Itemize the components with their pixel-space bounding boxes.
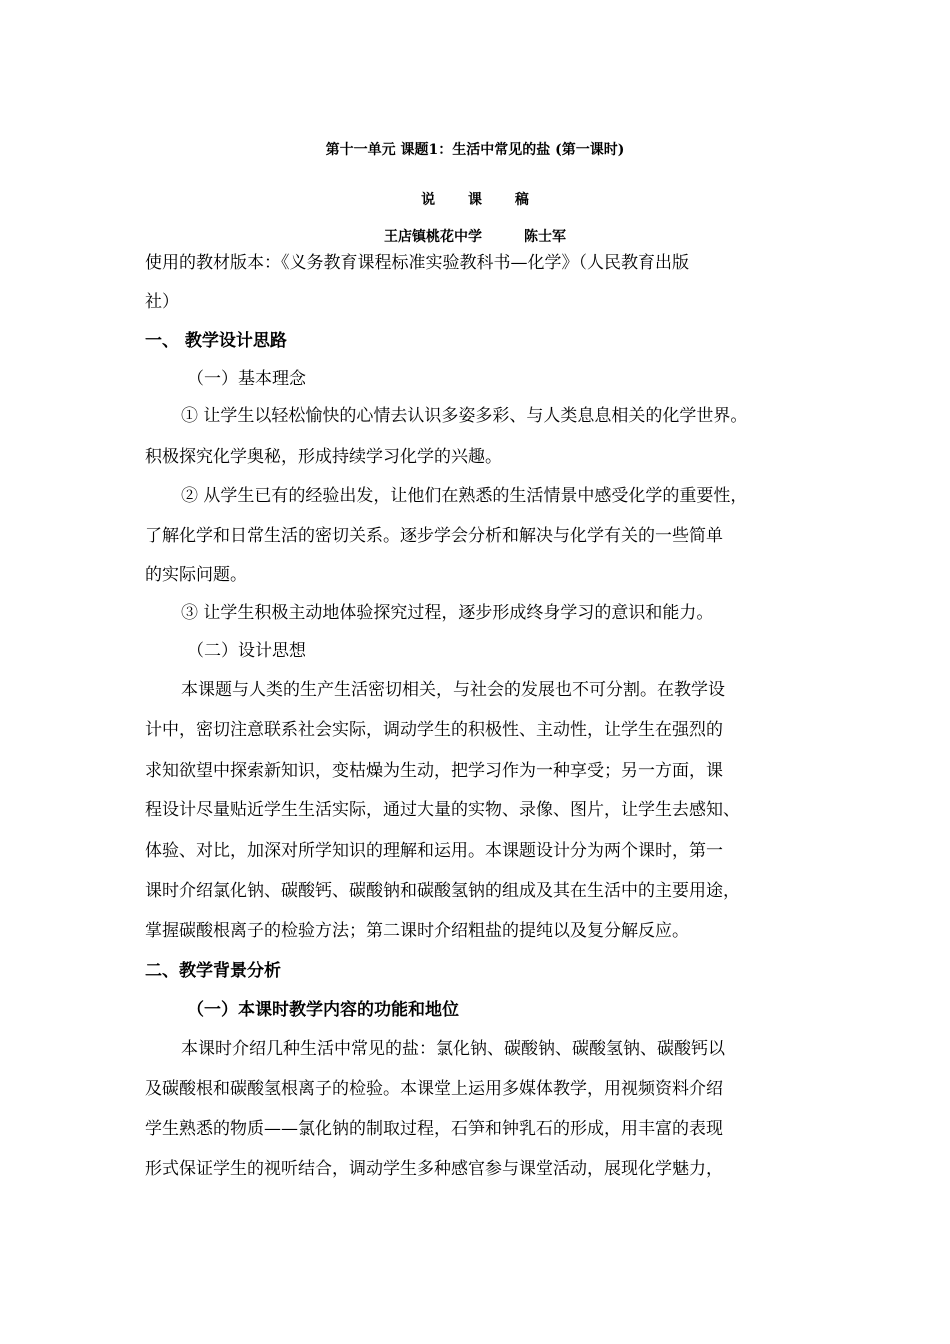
textbook-version-line-cont: 社）: [145, 292, 179, 312]
section-heading-2: 二、教学背景分析: [145, 961, 281, 981]
paragraph-line: 计中，密切注意联系社会实际，调动学生的积极性、主动性，让学生在强烈的: [145, 720, 723, 740]
paragraph-line: 课时介绍氯化钠、碳酸钙、碳酸钠和碳酸氢钠的组成及其在生活中的主要用途，: [145, 881, 740, 901]
paragraph-line: 程设计尽量贴近学生生活实际，通过大量的实物、录像、图片，让学生去感知、: [145, 800, 740, 820]
paragraph-line: ① 让学生以轻松愉快的心情去认识多姿多彩、与人类息息相关的化学世界。: [181, 406, 748, 426]
textbook-version-line: 使用的教材版本：《义务教育课程标准实验教科书—化学》（人民教育出版: [145, 253, 689, 273]
paragraph-line: 本课题与人类的生产生活密切相关，与社会的发展也不可分割。在教学设: [181, 680, 725, 700]
paragraph-line: 学生熟悉的物质——氯化钠的制取过程，石笋和钟乳石的形成，用丰富的表现: [145, 1119, 723, 1139]
paragraph-line: 的实际问题。: [145, 565, 247, 585]
document-subtitle: 说 课 稿: [421, 192, 543, 208]
author-name: 陈士军: [524, 229, 566, 245]
paragraph-line: 体验、对比，加深对所学知识的理解和运用。本课题设计分为两个课时，第一: [145, 841, 723, 861]
paragraph-line: 及碳酸根和碳酸氢根离子的检验。本课堂上运用多媒体教学，用视频资料介绍: [145, 1079, 723, 1099]
document-title: 第十一单元 课题1：生活中常见的盐 (第一课时): [325, 142, 625, 158]
subsection-heading: （一）基本理念: [187, 369, 306, 389]
author-line: [0, 222, 950, 252]
paragraph-line: 积极探究化学奥秘，形成持续学习化学的兴趣。: [145, 447, 502, 467]
paragraph-line: 求知欲望中探索新知识，变枯燥为生动，把学习作为一种享受；另一方面，课: [145, 761, 723, 781]
subsection-heading: （一）本课时教学内容的功能和地位: [187, 1000, 459, 1020]
paragraph-line: 了解化学和日常生活的密切关系。逐步学会分析和解决与化学有关的一些简单: [145, 526, 723, 546]
paragraph-line: 形式保证学生的视听结合，调动学生多种感官参与课堂活动，展现化学魅力，: [145, 1159, 723, 1179]
school-name: 王店镇桃花中学: [384, 229, 482, 245]
section-heading-1: 一、 教学设计思路: [145, 331, 287, 351]
paragraph-line: ② 从学生已有的经验出发，让他们在熟悉的生活情景中感受化学的重要性，: [181, 486, 748, 506]
subsection-heading: （二）设计思想: [187, 641, 306, 661]
paragraph-line: 掌握碳酸根离子的检验方法；第二课时介绍粗盐的提纯以及复分解反应。: [145, 921, 689, 941]
paragraph-line: 本课时介绍几种生活中常见的盐：氯化钠、碳酸钠、碳酸氢钠、碳酸钙以: [181, 1039, 725, 1059]
paragraph-line: ③ 让学生积极主动地体验探究过程，逐步形成终身学习的意识和能力。: [181, 603, 714, 623]
